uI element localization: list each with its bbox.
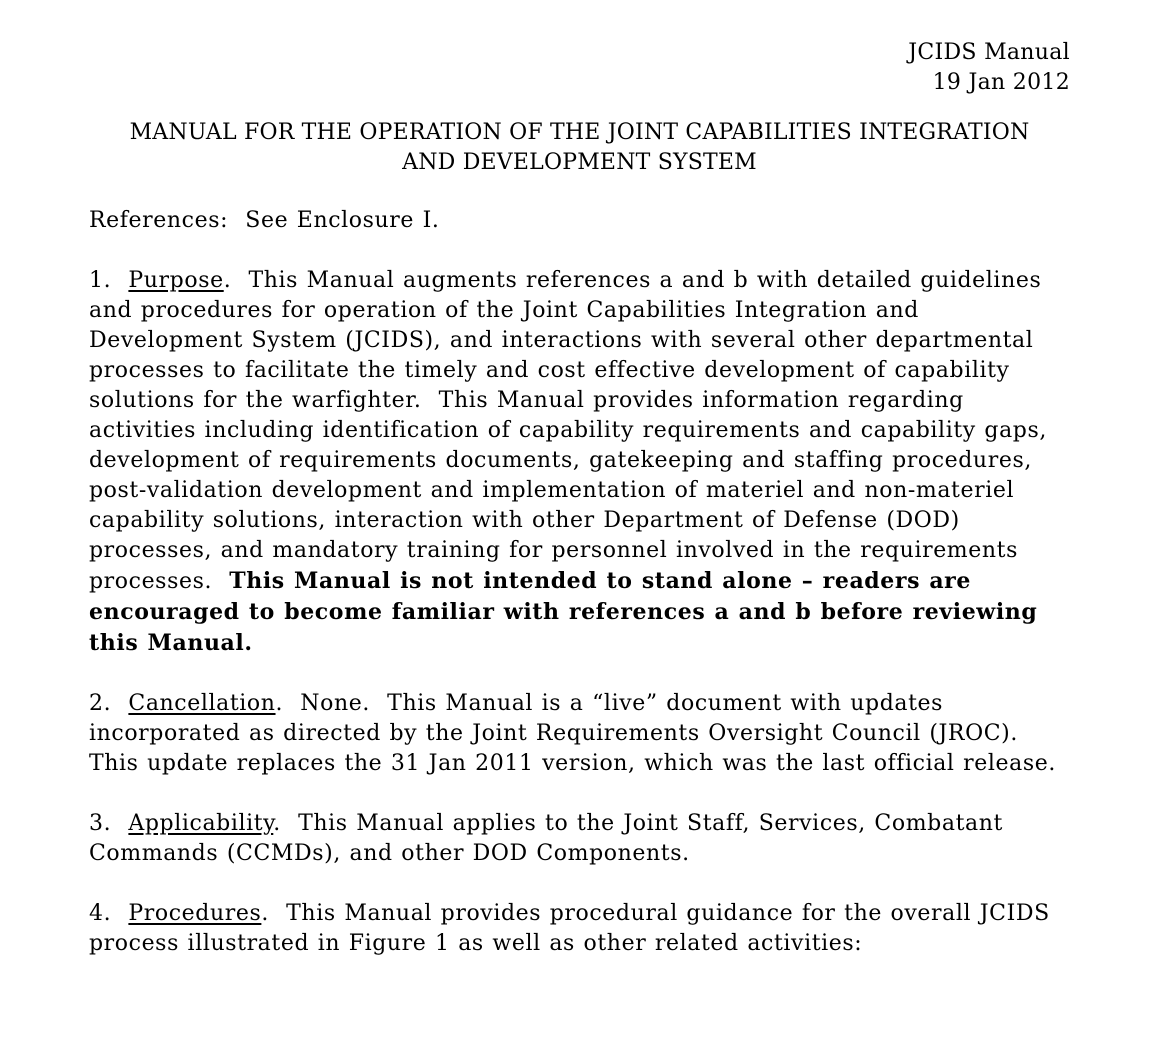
text-segment: Purpose xyxy=(128,268,224,293)
text-segment: 4. xyxy=(89,901,129,926)
text-segment: . This Manual augments references a and b with detailed guidelines and procedures for operation of the Joint Capabilities Integration and Development System (JCIDS), and interactions with several other departmental processes to facilitate the timely and cost effective development of capability solutions for the warfighter. This Manual provides information regarding activities including identification of capability requirements and capability gaps, development of requirements documents, gatekeeping and staffing procedures, post-validation development and implementation of materiel and non-materiel capability solutions, interaction with other Department of Defense (DOD) processes, and mandatory training for personnel involved in the requirements processes. xyxy=(89,268,1056,594)
paragraph-applicability xyxy=(89,809,1070,869)
text-segment: 2. xyxy=(89,691,129,716)
page-title-line-2: AND DEVELOPMENT SYSTEM xyxy=(402,150,757,175)
doc-label: JCIDS Manual xyxy=(908,40,1070,65)
text-segment: Applicability xyxy=(128,811,274,836)
text-segment: . This Manual applies to the Joint Staff, Services, Combatant Commands (CCMDs), and other DOD Components. xyxy=(89,811,1012,866)
text-segment: . This Manual provides procedural guidance for the overall JCIDS process illustrated in Figure 1 as well as other related activities: xyxy=(89,901,1059,956)
paragraph-cancellation xyxy=(89,689,1070,779)
text-segment: . None. This Manual is a “live” document with updates incorporated as directed by the Joint Requirements Oversight Council (JROC). This update replaces the 31 Jan 2011 version, which was the last official release. xyxy=(89,691,1056,776)
page-title xyxy=(89,118,1070,178)
text-segment: 1. xyxy=(89,268,129,293)
doc-date: 19 Jan 2012 xyxy=(932,70,1070,95)
text-segment: Cancellation xyxy=(128,691,276,716)
doc-header xyxy=(89,38,1070,98)
text-segment: 3. xyxy=(89,811,129,836)
text-segment: Procedures xyxy=(128,901,262,926)
page-title-line-1: MANUAL FOR THE OPERATION OF THE JOINT CAPABILITIES INTEGRATION xyxy=(129,120,1030,145)
text-segment: This Manual is not intended to stand alone – readers are encouraged to become familiar with references a and b before reviewing this Manual. xyxy=(89,568,1047,656)
references-line: References: See Enclosure I. xyxy=(89,208,440,233)
paragraph-purpose xyxy=(89,266,1070,659)
paragraph-procedures xyxy=(89,899,1070,959)
